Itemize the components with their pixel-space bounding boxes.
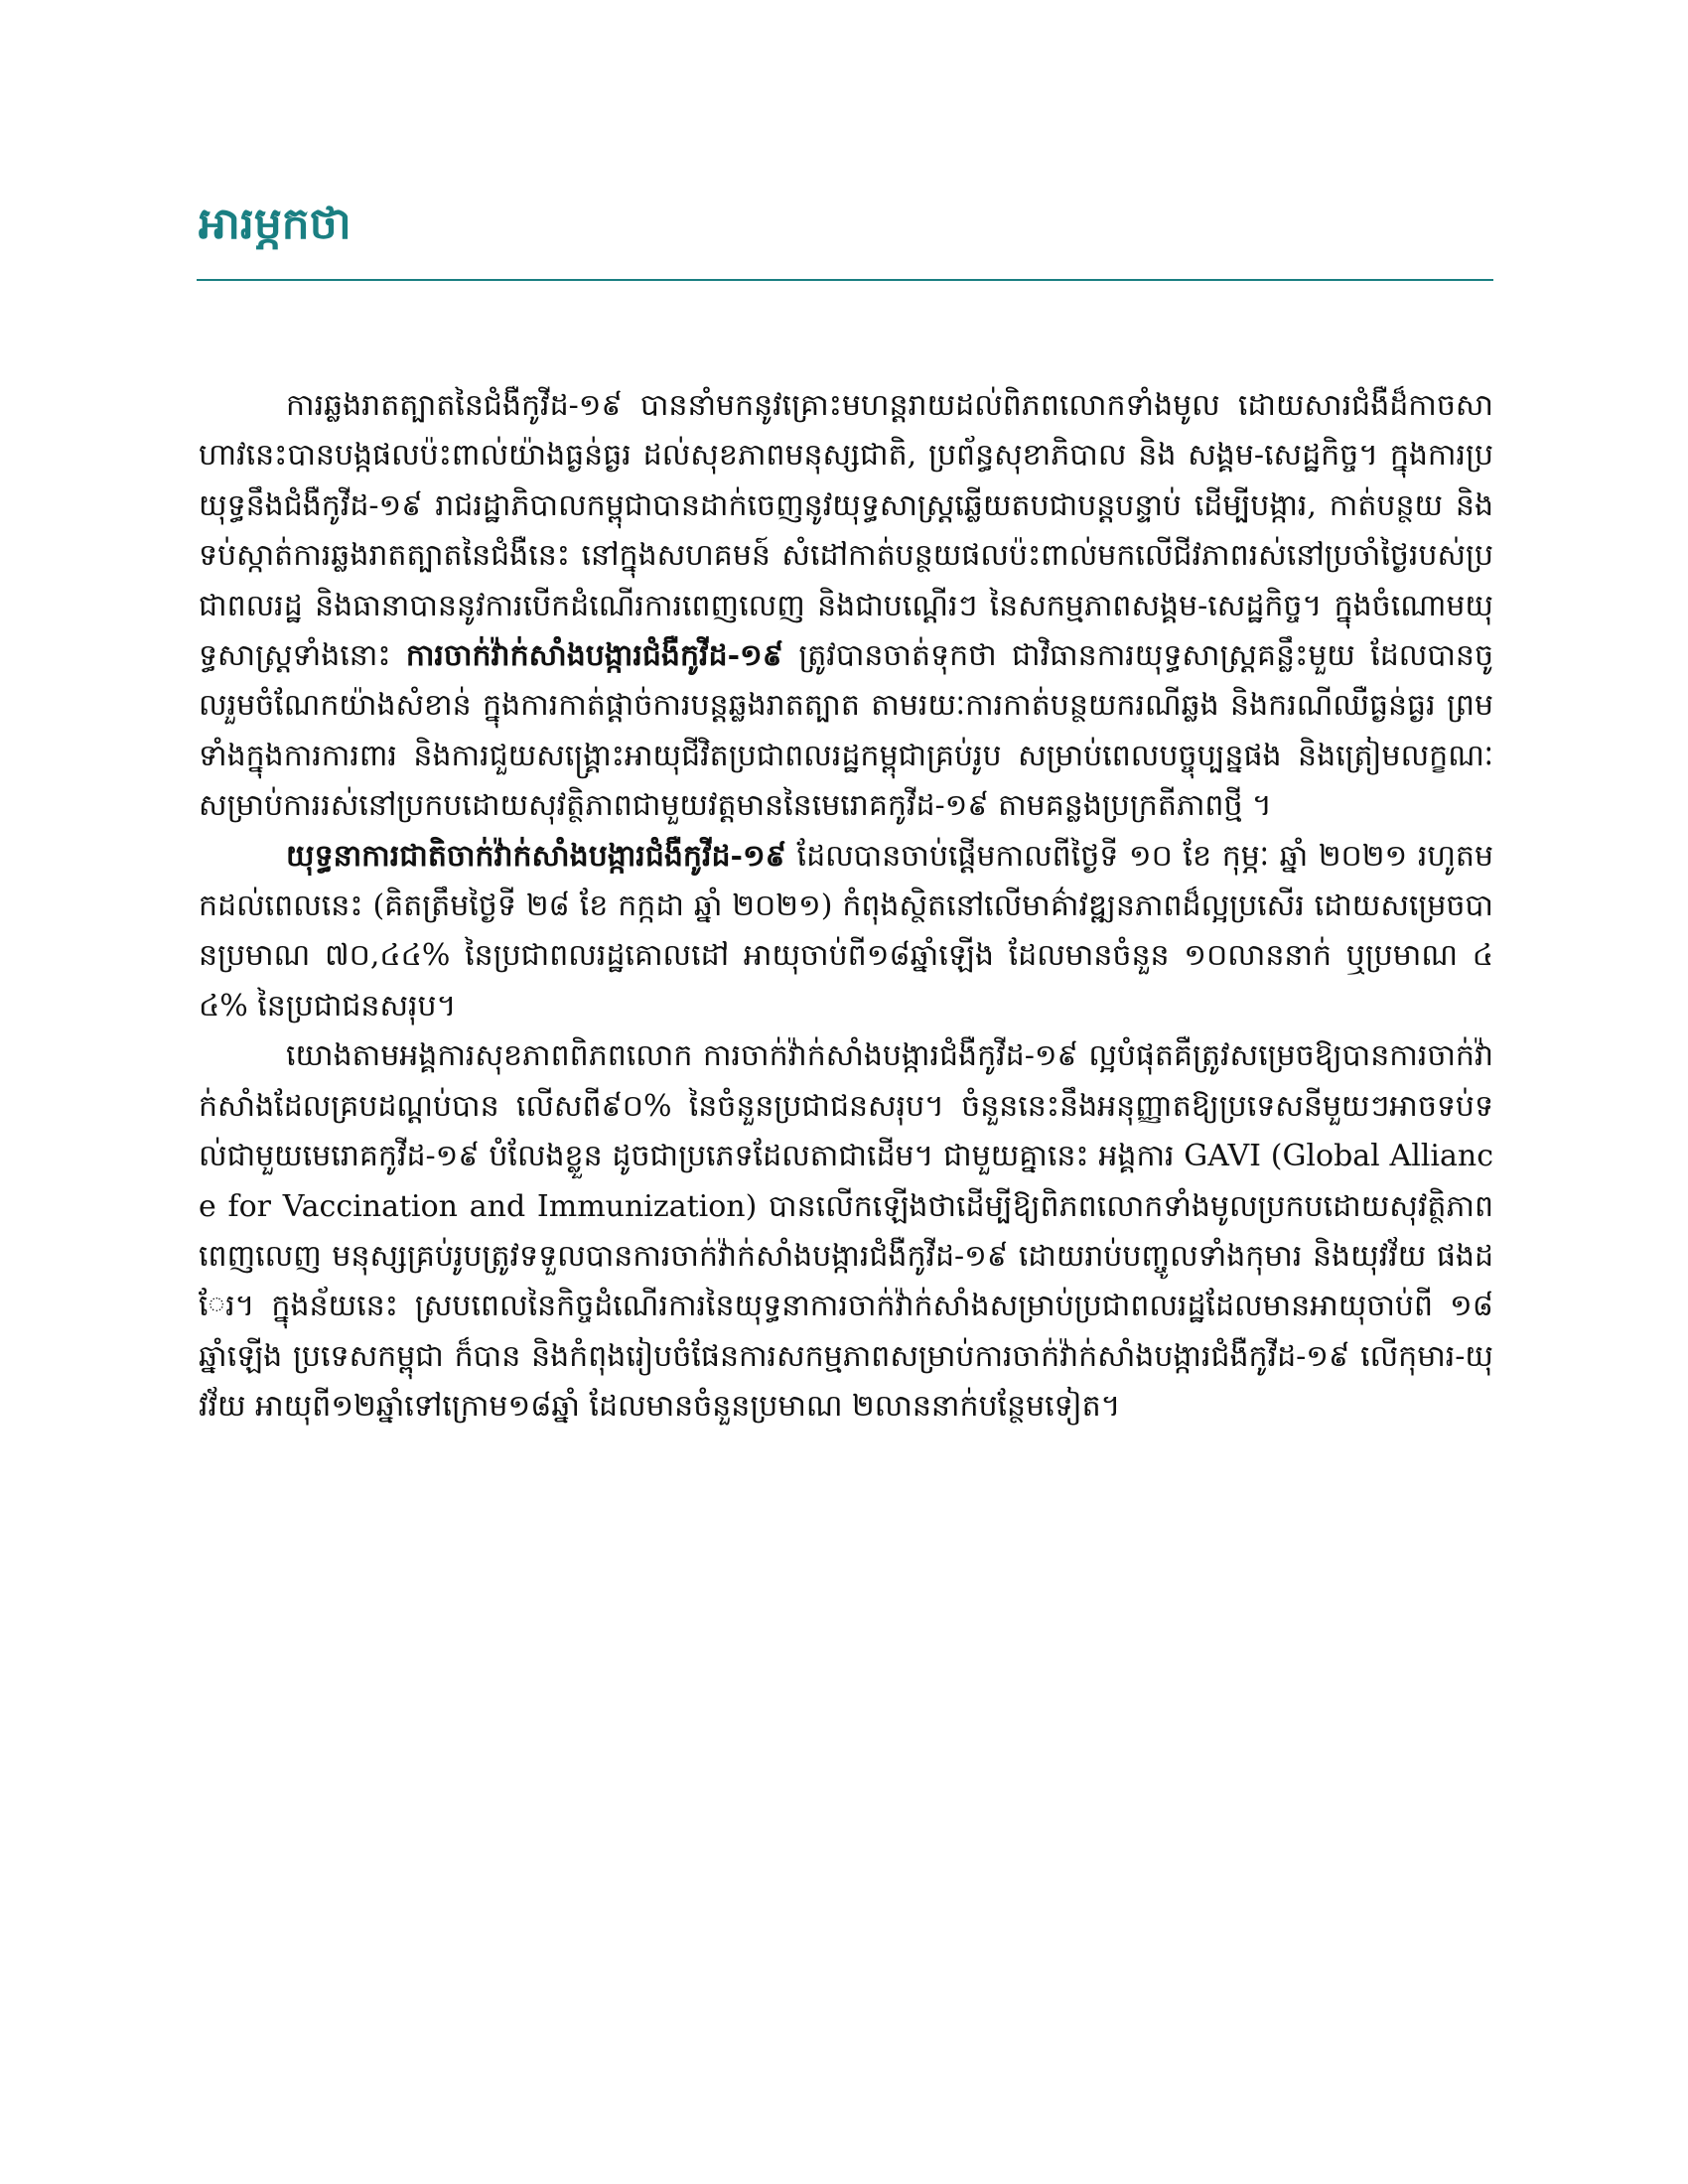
paragraph-intro: [199, 381, 1493, 832]
paragraph-text: ត្រូវបានចាត់ទុកថា ជាវិធានការយុទ្ធសាស្ត្រគន្លឹះមួយ ដែលបានចូលរួមចំណែកយ៉ាងសំខាន់ ក្នុងការកាត់ផ្តាច់ការបន្តឆ្លងរាតត្បាត តាមរយៈការកាត់បន្ថយករណីឆ្លង និងករណីឈឺធ្ងន់ធ្ងរ ព្រមទាំងក្នុងការការពារ និងការជួយសង្គ្រោះអាយុជីវិតប្រជាពលរដ្ឋកម្ពុជាគ្រប់រូប សម្រាប់ពេលបច្ចុប្បន្នផង និងត្រៀមលក្ខណៈសម្រាប់ការរស់នៅប្រកបដោយសុវត្ថិភាពជាមួយវត្តមាននៃមេរោគកូវីដ-១៩ តាមគន្លងប្រក្រតីភាពថ្មី ។: [199, 638, 1493, 824]
paragraph-text: យោងតាមអង្គការសុខភាពពិភពលោក ការចាក់វ៉ាក់សាំងបង្ការជំងឺកូវីដ-១៩ ល្អបំផុតគឺត្រូវសម្រេចឱ្យបានការចាក់វ៉ាក់សាំងដែលគ្របដណ្តប់បាន លើសពី៩០% នៃចំនួនប្រជាជនសរុប។ ចំនួននេះនឹងអនុញ្ញាតឱ្យប្រទេសនីមួយៗអាចទប់ទល់ជាមួយមេរោគកូវីដ-១៩ បំលែងខ្លួន ដូចជាប្រភេទដែលតាជាដើម។ ជាមួយគ្នានេះ អង្គការ GAVI (Global Alliance for Vaccination and Immunization) បានលើកឡើងថាដើម្បីឱ្យពិភពលោកទាំងមូលប្រកបដោយសុវត្ថិភាពពេញលេញ មនុស្សគ្រប់រូបត្រូវទទួលបានការចាក់វ៉ាក់សាំងបង្ការជំងឺកូវីដ-១៩ ដោយរាប់បញ្ចូលទាំងកុមារ និងយុវវ័យ ផងដែរ។ ក្នុងន័យនេះ ស្របពេលនៃកិច្ចដំណើរការនៃយុទ្ធនាការចាក់វ៉ាក់សាំងសម្រាប់ប្រជាពលរដ្ឋដែលមានអាយុចាប់ពី ១៨ ឆ្នាំឡើង ប្រទេសកម្ពុជា ក៏បាន និងកំពុងរៀបចំផែនការសកម្មភាពសម្រាប់ការចាក់វ៉ាក់សាំងបង្ការជំងឺកូវីដ-១៩ លើកុមារ-យុវវ័យ អាយុពី១២ឆ្នាំទៅក្រោម១៨ឆ្នាំ ដែលមានចំនួនប្រមាណ ២លាននាក់បន្ថែមទៀត។: [199, 1038, 1493, 1425]
heading-divider: [197, 279, 1493, 281]
paragraph-text: ដែលបានចាប់ផ្តើមកាលពីថ្ងៃទី ១០ ខែ កុម្ភៈ ឆ្នាំ ២០២១ រហូតមកដល់ពេលនេះ (គិតត្រឹមថ្ងៃទី ២៨ ខែ កក្កដា ឆ្នាំ ២០២១) កំពុងស្ថិតនៅលើមាគ៌ាវឌ្ឍនភាពដ៏ល្អប្រសើរ ដោយសម្រេចបានប្រមាណ ៧០,៤៤% នៃប្រជាពលរដ្ឋគោលដៅ អាយុចាប់ពី១៨ឆ្នាំឡើង ដែលមានចំនួន ១០លាននាក់ ឬប្រមាណ ៤៤% នៃប្រជាជនសរុប។: [199, 838, 1493, 1024]
bold-phrase-vaccination: ការចាក់វ៉ាក់សាំងបង្ការជំងឺកូវីដ-១៩: [405, 638, 783, 674]
document-body: [199, 381, 1493, 1433]
paragraph-campaign: [199, 832, 1493, 1032]
paragraph-text: ការឆ្លងរាតត្បាតនៃជំងឺកូវីដ-១៩ បាននាំមកនូវគ្រោះមហន្តរាយដល់ពិភពលោកទាំងមូល ដោយសារជំងឺដ៏កាចសាហាវនេះបានបង្កផលប៉ះពាល់យ៉ាងធ្ងន់ធ្ងរ ដល់សុខភាពមនុស្សជាតិ, ប្រព័ន្ធសុខាភិបាល និង សង្គម-សេដ្ឋកិច្ច។ ក្នុងការប្រយុទ្ធនឹងជំងឺកូវីដ-១៩ រាជរដ្ឋាភិបាលកម្ពុជាបានដាក់ចេញនូវយុទ្ធសាស្ត្រឆ្លើយតបជាបន្តបន្ទាប់ ដើម្បីបង្ការ, កាត់បន្ថយ និងទប់ស្កាត់ការឆ្លងរាតត្បាតនៃជំងឺនេះ នៅក្នុងសហគមន៍ សំដៅកាត់បន្ថយផលប៉ះពាល់មកលើជីវភាពរស់នៅប្រចាំថ្ងៃរបស់ប្រជាពលរដ្ឋ និងធានាបាននូវការបើកដំណើរការពេញលេញ និងជាបណ្តើរៗ នៃសកម្មភាពសង្គម-សេដ្ឋកិច្ច។ ក្នុងចំណោមយុទ្ធសាស្ត្រទាំងនោះ: [199, 388, 1493, 674]
bold-phrase-national-campaign: យុទ្ធនាការជាតិចាក់វ៉ាក់សាំងបង្ការជំងឺកូវីដ-១៩: [286, 838, 786, 874]
paragraph-who-gavi: [199, 1031, 1493, 1432]
page-title: អារម្ភកថា: [199, 199, 352, 249]
